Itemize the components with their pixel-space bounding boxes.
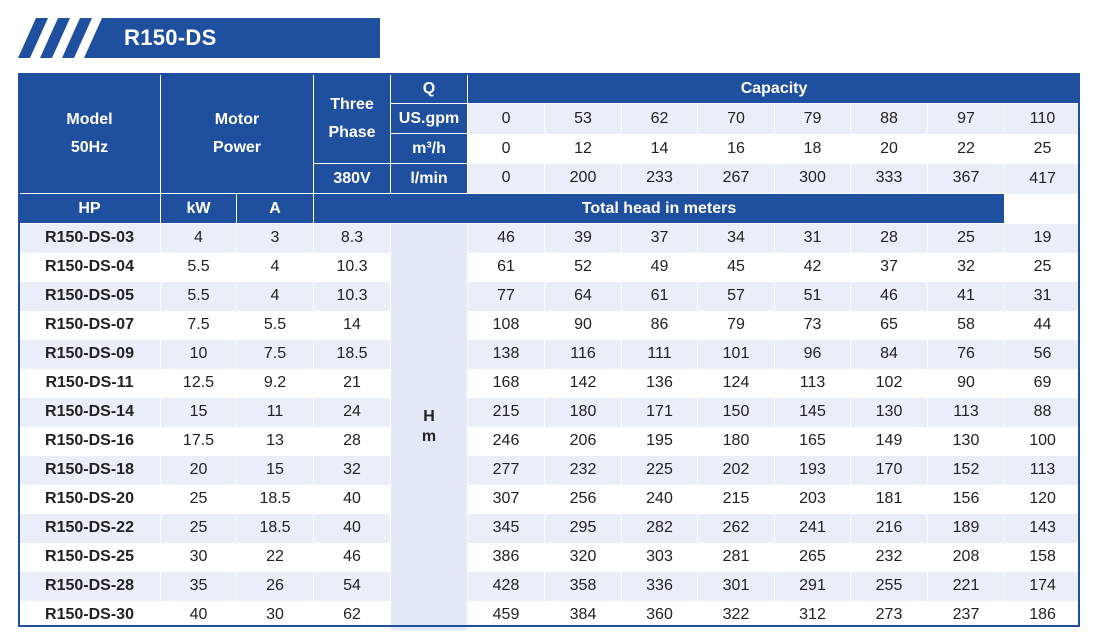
head-value-cell: 52 — [545, 253, 622, 282]
head-value-cell: 152 — [928, 456, 1005, 485]
head-value-cell: 216 — [851, 514, 928, 543]
head-value-cell: 32 — [928, 253, 1005, 282]
head-value-cell: 142 — [545, 369, 622, 398]
page-title: R150-DS — [124, 25, 217, 50]
capacity-value: 53 — [545, 104, 622, 134]
amp-cell: 62 — [314, 601, 391, 630]
head-value-cell: 96 — [775, 340, 851, 369]
amp-header: A — [237, 194, 314, 224]
capacity-value: 0 — [468, 164, 545, 194]
capacity-value: 417 — [1005, 164, 1081, 194]
head-value-cell: 195 — [622, 427, 698, 456]
table-row — [19, 572, 1081, 601]
amp-cell: 46 — [314, 543, 391, 572]
head-value-cell: 25 — [1005, 253, 1081, 282]
head-unit-line2: m — [421, 427, 437, 445]
head-value-cell: 360 — [622, 601, 698, 630]
kw-cell: 15 — [237, 456, 314, 485]
unit-label: l/min — [391, 164, 468, 194]
head-value-cell: 180 — [545, 398, 622, 427]
model-header-line2: 50Hz — [70, 138, 109, 156]
hp-header: HP — [19, 194, 161, 224]
head-value-cell: 130 — [851, 398, 928, 427]
head-value-cell: 281 — [698, 543, 775, 572]
hp-cell: 12.5 — [161, 369, 237, 398]
head-value-cell: 124 — [698, 369, 775, 398]
capacity-value: 233 — [622, 164, 698, 194]
head-value-cell: 206 — [545, 427, 622, 456]
head-value-cell: 108 — [468, 311, 545, 340]
kw-cell: 11 — [237, 398, 314, 427]
head-value-cell: 459 — [468, 601, 545, 630]
head-value-cell: 170 — [851, 456, 928, 485]
hp-cell: 5.5 — [161, 253, 237, 282]
kw-cell: 4 — [237, 282, 314, 311]
hp-cell: 40 — [161, 601, 237, 630]
head-value-cell: 64 — [545, 282, 622, 311]
table-row — [19, 340, 1081, 369]
kw-cell: 26 — [237, 572, 314, 601]
head-value-cell: 386 — [468, 543, 545, 572]
head-value-cell: 44 — [1005, 311, 1081, 340]
capacity-value: 16 — [698, 134, 775, 164]
head-value-cell: 215 — [468, 398, 545, 427]
capacity-value: 88 — [851, 104, 928, 134]
head-value-cell: 165 — [775, 427, 851, 456]
capacity-value: 300 — [775, 164, 851, 194]
model-cell: R150-DS-16 — [19, 427, 161, 456]
table-row — [19, 398, 1081, 427]
hp-cell: 5.5 — [161, 282, 237, 311]
model-cell: R150-DS-09 — [19, 340, 161, 369]
head-value-cell: 49 — [622, 253, 698, 282]
head-value-cell: 86 — [622, 311, 698, 340]
head-value-cell: 312 — [775, 601, 851, 630]
head-value-cell: 28 — [851, 224, 928, 253]
kw-cell: 9.2 — [237, 369, 314, 398]
unit-label: US.gpm — [391, 104, 468, 134]
capacity-value: 20 — [851, 134, 928, 164]
kw-cell: 7.5 — [237, 340, 314, 369]
motor-header-line2: Power — [213, 138, 262, 156]
capacity-value: 0 — [468, 104, 545, 134]
head-value-cell: 145 — [775, 398, 851, 427]
head-value-cell: 322 — [698, 601, 775, 630]
kw-cell: 22 — [237, 543, 314, 572]
hp-cell: 25 — [161, 514, 237, 543]
amp-cell: 10.3 — [314, 282, 391, 311]
spec-table — [18, 73, 1081, 630]
capacity-header: Capacity — [468, 74, 1081, 104]
hp-cell: 25 — [161, 485, 237, 514]
title-banner — [18, 18, 380, 58]
head-value-cell: 143 — [1005, 514, 1081, 543]
head-value-cell: 88 — [1005, 398, 1081, 427]
head-value-cell: 111 — [622, 340, 698, 369]
head-value-cell: 136 — [622, 369, 698, 398]
head-value-cell: 149 — [851, 427, 928, 456]
head-value-cell: 301 — [698, 572, 775, 601]
head-value-cell: 336 — [622, 572, 698, 601]
table-row — [19, 224, 1081, 253]
head-value-cell: 262 — [698, 514, 775, 543]
table-row — [19, 543, 1081, 572]
head-value-cell: 73 — [775, 311, 851, 340]
model-cell: R150-DS-28 — [19, 572, 161, 601]
head-value-cell: 100 — [1005, 427, 1081, 456]
model-header-line1: Model — [66, 110, 113, 128]
table-row — [19, 601, 1081, 630]
head-value-cell: 203 — [775, 485, 851, 514]
head-value-cell: 240 — [622, 485, 698, 514]
amp-cell: 8.3 — [314, 224, 391, 253]
table-row — [19, 369, 1081, 398]
head-value-cell: 113 — [928, 398, 1005, 427]
head-value-cell: 215 — [698, 485, 775, 514]
capacity-value: 62 — [622, 104, 698, 134]
head-value-cell: 77 — [468, 282, 545, 311]
head-value-cell: 69 — [1005, 369, 1081, 398]
phase-header-line2: Phase — [328, 123, 376, 141]
capacity-value: 333 — [851, 164, 928, 194]
head-value-cell: 225 — [622, 456, 698, 485]
hp-cell: 10 — [161, 340, 237, 369]
kw-header: kW — [161, 194, 237, 224]
head-value-cell: 265 — [775, 543, 851, 572]
hp-cell: 17.5 — [161, 427, 237, 456]
capacity-value: 18 — [775, 134, 851, 164]
head-value-cell: 255 — [851, 572, 928, 601]
head-value-cell: 79 — [698, 311, 775, 340]
amp-cell: 28 — [314, 427, 391, 456]
head-value-cell: 25 — [928, 224, 1005, 253]
capacity-value: 110 — [1005, 104, 1081, 134]
head-value-cell: 232 — [545, 456, 622, 485]
head-value-cell: 102 — [851, 369, 928, 398]
head-value-cell: 171 — [622, 398, 698, 427]
head-value-cell: 384 — [545, 601, 622, 630]
table-row — [19, 514, 1081, 543]
head-value-cell: 37 — [851, 253, 928, 282]
table-row — [19, 456, 1081, 485]
phase-header-line1: Three — [330, 95, 374, 113]
kw-cell: 18.5 — [237, 485, 314, 514]
amp-cell: 21 — [314, 369, 391, 398]
head-value-cell: 56 — [1005, 340, 1081, 369]
amp-cell: 18.5 — [314, 340, 391, 369]
head-value-cell: 130 — [928, 427, 1005, 456]
kw-cell: 18.5 — [237, 514, 314, 543]
head-value-cell: 307 — [468, 485, 545, 514]
model-cell: R150-DS-30 — [19, 601, 161, 630]
head-value-cell: 19 — [1005, 224, 1081, 253]
head-value-cell: 189 — [928, 514, 1005, 543]
head-value-cell: 345 — [468, 514, 545, 543]
hp-cell: 7.5 — [161, 311, 237, 340]
capacity-value: 70 — [698, 104, 775, 134]
table-row — [19, 282, 1081, 311]
amp-cell: 14 — [314, 311, 391, 340]
model-cell: R150-DS-25 — [19, 543, 161, 572]
capacity-value: 97 — [928, 104, 1005, 134]
head-value-cell: 41 — [928, 282, 1005, 311]
amp-cell: 40 — [314, 514, 391, 543]
table-row — [19, 311, 1081, 340]
head-value-cell: 150 — [698, 398, 775, 427]
amp-cell: 54 — [314, 572, 391, 601]
head-value-cell: 57 — [698, 282, 775, 311]
head-value-cell: 202 — [698, 456, 775, 485]
head-value-cell: 256 — [545, 485, 622, 514]
head-value-cell: 58 — [928, 311, 1005, 340]
head-value-cell: 168 — [468, 369, 545, 398]
motor-header-line1: Motor — [214, 110, 260, 128]
head-value-cell: 39 — [545, 224, 622, 253]
table-row — [19, 253, 1081, 282]
head-value-cell: 51 — [775, 282, 851, 311]
head-value-cell: 282 — [622, 514, 698, 543]
head-value-cell: 277 — [468, 456, 545, 485]
table-row — [19, 427, 1081, 456]
unit-label: m³/h — [391, 134, 468, 164]
head-value-cell: 113 — [775, 369, 851, 398]
head-value-cell: 273 — [851, 601, 928, 630]
q-header: Q — [391, 74, 468, 104]
head-unit-cell — [391, 224, 468, 630]
subheader-row — [19, 194, 1081, 224]
model-header — [19, 74, 161, 194]
head-value-cell: 221 — [928, 572, 1005, 601]
head-value-cell: 46 — [468, 224, 545, 253]
head-value-cell: 428 — [468, 572, 545, 601]
head-value-cell: 101 — [698, 340, 775, 369]
capacity-value: 367 — [928, 164, 1005, 194]
head-value-cell: 138 — [468, 340, 545, 369]
three-phase-header — [314, 74, 391, 164]
head-value-cell: 295 — [545, 514, 622, 543]
head-value-cell: 31 — [1005, 282, 1081, 311]
head-value-cell: 186 — [1005, 601, 1081, 630]
head-value-cell: 181 — [851, 485, 928, 514]
head-value-cell: 46 — [851, 282, 928, 311]
head-value-cell: 358 — [545, 572, 622, 601]
head-value-cell: 241 — [775, 514, 851, 543]
hp-cell: 4 — [161, 224, 237, 253]
head-value-cell: 42 — [775, 253, 851, 282]
head-value-cell: 193 — [775, 456, 851, 485]
model-cell: R150-DS-07 — [19, 311, 161, 340]
head-value-cell: 320 — [545, 543, 622, 572]
head-value-cell: 61 — [622, 282, 698, 311]
head-value-cell: 180 — [698, 427, 775, 456]
head-value-cell: 84 — [851, 340, 928, 369]
hp-cell: 20 — [161, 456, 237, 485]
head-value-cell: 156 — [928, 485, 1005, 514]
capacity-value: 14 — [622, 134, 698, 164]
model-cell: R150-DS-14 — [19, 398, 161, 427]
amp-cell: 40 — [314, 485, 391, 514]
header-row-q — [19, 74, 1081, 104]
head-value-cell: 158 — [1005, 543, 1081, 572]
head-value-cell: 116 — [545, 340, 622, 369]
motor-power-header — [161, 74, 314, 194]
head-value-cell: 291 — [775, 572, 851, 601]
hp-cell: 30 — [161, 543, 237, 572]
head-value-cell: 34 — [698, 224, 775, 253]
capacity-value: 267 — [698, 164, 775, 194]
amp-cell: 32 — [314, 456, 391, 485]
head-value-cell: 45 — [698, 253, 775, 282]
head-value-cell: 113 — [1005, 456, 1081, 485]
amp-cell: 24 — [314, 398, 391, 427]
model-cell: R150-DS-05 — [19, 282, 161, 311]
capacity-value: 12 — [545, 134, 622, 164]
head-value-cell: 90 — [928, 369, 1005, 398]
model-cell: R150-DS-18 — [19, 456, 161, 485]
hp-cell: 15 — [161, 398, 237, 427]
head-value-cell: 76 — [928, 340, 1005, 369]
head-value-cell: 120 — [1005, 485, 1081, 514]
table-row — [19, 485, 1081, 514]
kw-cell: 4 — [237, 253, 314, 282]
head-value-cell: 61 — [468, 253, 545, 282]
capacity-value: 200 — [545, 164, 622, 194]
capacity-value: 79 — [775, 104, 851, 134]
kw-cell: 5.5 — [237, 311, 314, 340]
head-value-cell: 208 — [928, 543, 1005, 572]
head-value-cell: 31 — [775, 224, 851, 253]
kw-cell: 3 — [237, 224, 314, 253]
head-value-cell: 246 — [468, 427, 545, 456]
head-value-cell: 37 — [622, 224, 698, 253]
kw-cell: 30 — [237, 601, 314, 630]
head-value-cell: 237 — [928, 601, 1005, 630]
capacity-value: 0 — [468, 134, 545, 164]
total-head-header: Total head in meters — [314, 194, 1005, 224]
capacity-value: 25 — [1005, 134, 1081, 164]
model-cell: R150-DS-03 — [19, 224, 161, 253]
kw-cell: 13 — [237, 427, 314, 456]
head-unit-line1: H — [423, 407, 435, 425]
model-cell: R150-DS-04 — [19, 253, 161, 282]
model-cell: R150-DS-20 — [19, 485, 161, 514]
amp-cell: 10.3 — [314, 253, 391, 282]
capacity-value: 22 — [928, 134, 1005, 164]
voltage-header: 380V — [314, 164, 391, 194]
head-value-cell: 174 — [1005, 572, 1081, 601]
head-value-cell: 232 — [851, 543, 928, 572]
head-value-cell: 303 — [622, 543, 698, 572]
hp-cell: 35 — [161, 572, 237, 601]
model-cell: R150-DS-22 — [19, 514, 161, 543]
model-cell: R150-DS-11 — [19, 369, 161, 398]
head-value-cell: 90 — [545, 311, 622, 340]
head-value-cell: 65 — [851, 311, 928, 340]
